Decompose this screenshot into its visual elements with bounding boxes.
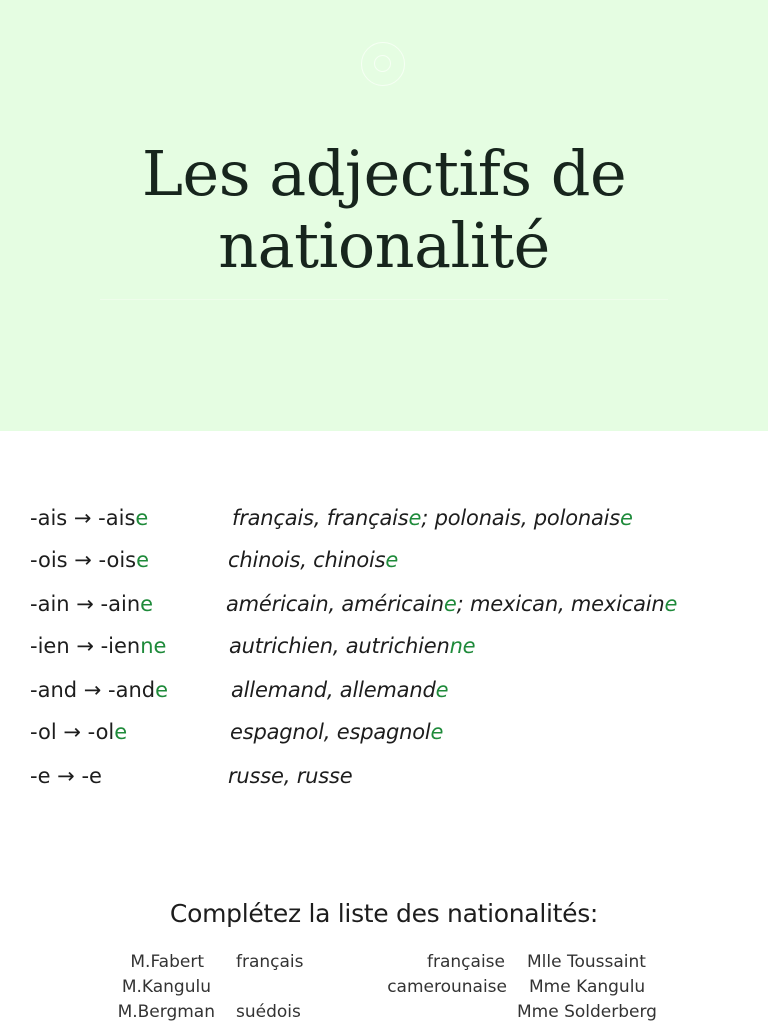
female-adjective: camerounaise <box>387 977 507 997</box>
rule-suffix: -ois → -oise <box>30 548 150 572</box>
rule-example: russe, russe <box>228 764 353 788</box>
rule-row <box>0 545 768 575</box>
rule-suffix: -and → -ande <box>30 678 169 702</box>
rule-suffix: -ol → -ole <box>30 720 128 744</box>
title-banner <box>0 0 768 431</box>
female-name: Mlle Toussaint <box>527 952 646 972</box>
rule-row <box>0 631 768 661</box>
logo-icon <box>361 42 405 86</box>
male-name: M.Fabert <box>130 952 204 972</box>
rule-example: américain, américaine; mexican, mexicaine <box>226 592 678 616</box>
exercise-row <box>0 1000 768 1025</box>
male-adjective: français <box>236 952 304 972</box>
exercise-title: Complétez la liste des nationalités: <box>169 899 599 928</box>
rule-row <box>0 717 768 747</box>
page-title-line-1: Les adjectifs de <box>141 137 627 210</box>
rule-suffix: -ain → -aine <box>30 592 154 616</box>
male-name: M.Kangulu <box>121 977 211 997</box>
page-title <box>0 138 768 282</box>
rule-row <box>0 761 768 791</box>
page-title-line-2: nationalité <box>218 209 550 282</box>
male-adjective: suédois <box>236 1002 301 1022</box>
exercise-row <box>0 950 768 975</box>
rule-row <box>0 503 768 533</box>
rule-example: espagnol, espagnole <box>230 720 444 744</box>
female-adjective: française <box>427 952 505 972</box>
rule-suffix: -ien → -ienne <box>30 634 167 658</box>
female-name: Mme Solderberg <box>517 1002 657 1022</box>
rule-example: allemand, allemande <box>231 678 449 702</box>
rule-suffix: -e → -e <box>30 764 102 788</box>
title-divider <box>100 299 668 300</box>
rule-example: chinois, chinoise <box>228 548 399 572</box>
male-name: M.Bergman <box>117 1002 215 1022</box>
rule-example: français, française; polonais, polonaise <box>232 506 633 530</box>
exercise-row <box>0 975 768 1000</box>
rule-row <box>0 675 768 705</box>
female-name: Mme Kangulu <box>529 977 646 997</box>
rule-example: autrichien, autrichienne <box>229 634 476 658</box>
rule-suffix: -ais → -aise <box>30 506 149 530</box>
rule-row <box>0 589 768 619</box>
